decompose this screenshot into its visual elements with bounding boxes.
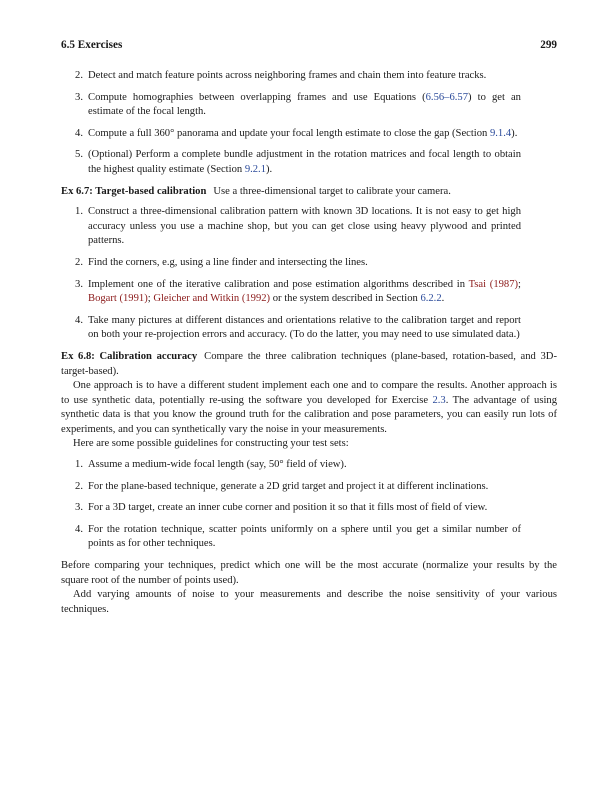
paragraph: Before comparing your techniques, predict which one will be the most accurate (normalize your results by the square root of the number of points used). [61,560,557,586]
exercise-6-8-heading: Ex 6.8: Calibration accuracy Compare the three calibration techniques (plane-based, rotation-based, and 3D-target-based). [61,350,557,377]
exercise-6-7-steps [61,205,557,343]
exercise-6-7-heading: Ex 6.7: Target-based calibration Use a three-dimensional target to calibrate your camera. [61,185,451,197]
exercise-title: Ex 6.8: Calibration accuracy [61,350,198,362]
list-item: 2. For the plane-based technique, generate a 2D grid target and project it at different inclinations. [75,480,489,492]
list-item: 2. Detect and match feature points across neighboring frames and chain them into feature tracks. [75,70,487,81]
list-item: 4. Compute a full 360° panorama and update your focal length estimate to close the gap (Section 9.1.4). [75,127,518,139]
paragraph: Here are some possible guidelines for constructing your test sets: [73,438,349,450]
equation-link[interactable]: 6.56–6.57 [425,91,468,103]
list-item: 5. (Optional) Perform a complete bundle adjustment in the rotation matrices and focal length to obtain the highest quality estimate (Section 9.2.1). [75,149,521,175]
citation-link[interactable]: Tsai (1987) [468,278,519,290]
exercise-link[interactable]: 2.3 [432,394,446,406]
page [61,38,557,617]
list-item: 2. Find the corners, e.g, using a line finder and intersecting the lines. [75,256,368,268]
list-item: 1. Assume a medium-wide focal length (say, 50° field of view). [75,459,347,471]
paragraph: Add varying amounts of noise to your measurements and describe the noise sensitivity of your various techniques. [61,589,557,615]
paragraph: One approach is to have a different student implement each one and to compare the results. Another approach is to use synthetic data, potentially re-using the software you developed for Exercise 2.3. The advantage of using synthetic data is that you know the ground truth for the calibration and pose parameters, you can easily run lots of experiments, and you can synthetically vary the noise in your measurements. [61,380,557,435]
exercise-title: Ex 6.7: Target-based calibration [61,185,207,197]
section-link[interactable]: 9.1.4 [489,127,512,139]
exercise-6-6-steps [61,69,557,178]
list-item: 3. Implement one of the iterative calibration and pose estimation algorithms described in Tsai (1987); Bogart (1991); Gleicher and Witkin (1992) or the system described in Section 6.2.2. [75,278,521,305]
page-body [61,69,557,617]
running-header [61,38,557,52]
citation-link[interactable]: Gleicher and Witkin (1992) [153,293,271,305]
list-item: 3. For a 3D target, create an inner cube corner and position it so that it fills most of field of view. [75,502,488,514]
list-item: 4. Take many pictures at different distances and orientations relative to the calibration target and report on both your re-projection errors and accuracy. (To do the latter, you may need to use simulated data.) [75,314,521,341]
list-item: 4. For the rotation technique, scatter points uniformly on a sphere until you get a similar number of points as for other techniques. [75,523,521,550]
page-number: 299 [540,39,557,51]
section-link[interactable]: 9.2.1 [244,163,266,175]
section-link[interactable]: 6.2.2 [420,293,442,305]
list-item: 3. Compute homographies between overlapping frames and use Equations (6.56–6.57) to get an estimate of the focal length. [75,91,521,118]
list-item: 1. Construct a three-dimensional calibration pattern with known 3D locations. It is not easy to get high accuracy unless you use a machine shop, but you can get close using heavy plywood and printed patterns. [75,206,521,247]
citation-link[interactable]: Bogart (1991) [88,293,148,305]
section-title: 6.5 Exercises [61,39,123,51]
guidelines-list [61,458,557,552]
